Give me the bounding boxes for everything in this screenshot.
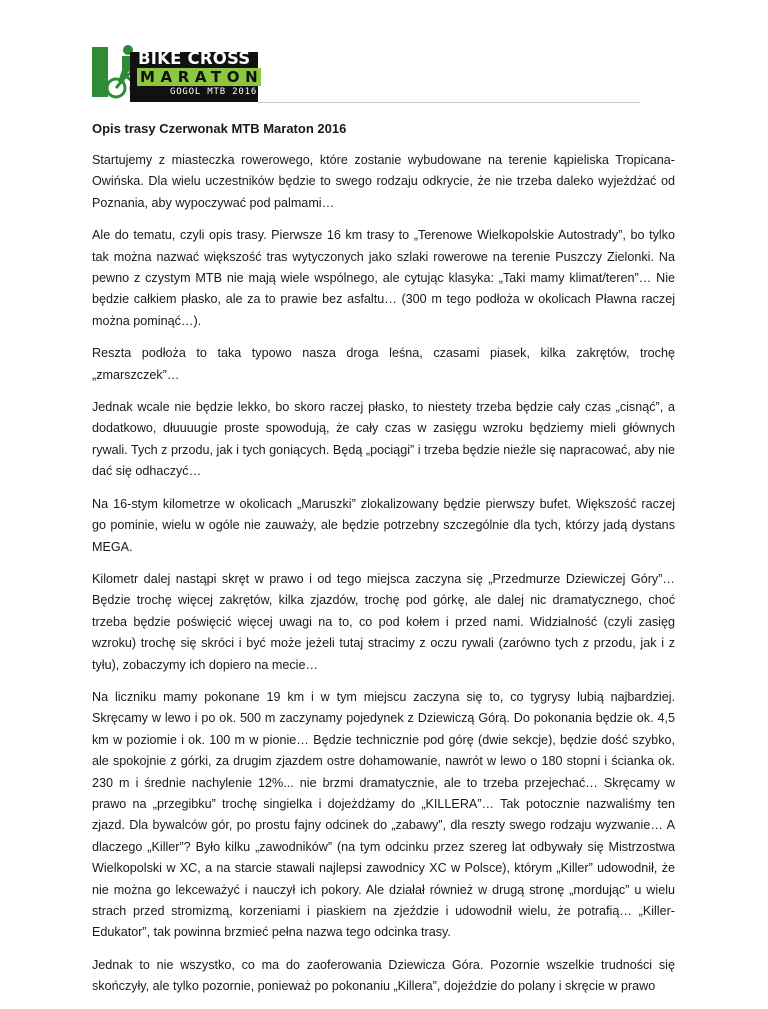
logo-title-line1: BIKE CROSS — [138, 49, 251, 68]
paragraph: Kilometr dalej nastąpi skręt w prawo i od tego miejsca zaczyna się „Przedmurze Dziewiczej Góry”… Będzie trochę więcej zakrętów, kilka zjazdów, trochę pod górkę, ale dalej nic dramatycznego, choć trzeba będzie poświęcić więcej uwagi na to, co pod kołem i przed nami. Widzialność (czyli zasięg wzroku) trochę się skróci i być może jeżeli tutaj stracimy z oczu rywali (zarówno tych z przodu, jak i z tyłu), zobaczymy ich dopiero na mecie… — [92, 571, 675, 672]
document-title: Opis trasy Czerwonak MTB Maraton 2016 — [92, 121, 347, 136]
paragraph: Ale do tematu, czyli opis trasy. Pierwsze 16 km trasy to „Terenowe Wielkopolskie Autostrady”, bo tylko tak można nazwać większość tras wytyczonych jako szlaki rowerowe na terenie Puszczy Zielonki. Na pewno z czystym MTB nie mają wiele wspólnego, ale cytując klasyka: „Taki mamy klimat/teren”… Nie będzie całkiem płasko, ale za to prawie bez asfaltu… (300 m tego podłoża w okolicach Pławna raczej można pominąć…). — [92, 228, 675, 328]
logo-subtitle: GOGOL MTB 2016 — [170, 87, 258, 97]
document-body — [92, 118, 675, 1009]
paragraph: Jednak to nie wszystko, co ma do zaoferowania Dziewicza Góra. Pozornie wszelkie trudności się skończyły, ale tylko pozornie, ponieważ po pokonaniu „Killera”, dojeździe do polany i skręcie w prawo — [92, 957, 675, 994]
logo-title-line2: MARATON — [140, 68, 264, 86]
paragraph: Jednak wcale nie będzie lekko, bo skoro raczej płasko, to niestety trzeba będzie cały czas „cisnąć”, a dodatkowo, dłuuuugie proste spowodują, że cały czas w zasięgu wzroku będziemy mieli głównych rywali. Tych z przodu, jak i tych goniących. Będą „pociągi” i trzeba będzie nieźle się napracować, aby nie dać się odhaczyć… — [92, 400, 675, 479]
bike-cross-maraton-logo — [92, 40, 262, 102]
header-divider — [258, 102, 640, 103]
logo-title-line2-band — [137, 68, 264, 86]
paragraph: Reszta podłoża to taka typowo nasza droga leśna, czasami piasek, kilka zakrętów, trochę „zmarszczek”… — [92, 346, 675, 382]
paragraph: Na liczniku mamy pokonane 19 km i w tym miejscu zaczyna się to, co tygrysy lubią najbardziej. Skręcamy w lewo i po ok. 500 m zaczynamy pojedynek z Dziewiczą Górą. Do pokonania będzie ok. 4,5 km w poziomie i ok. 100 m w pionie… Będzie technicznie pod górę (dwie sekcje), będzie dość szybko, ale spokojnie z górki, za drugim zjazdem ostre dohamowanie, nawrót w lewo o 180 stopni i ścianka ok. 230 m i średnie nachylenie 12%... nie brzmi dramatycznie, ale to trzeba przejechać… Skręcamy w prawo na „przegibku” trochę singielka i dojeżdżamy do „KILLERA”… Tak potocznie nazwaliśmy ten zjazd. Dla bywalców gór, po prostu fajny odcinek do „zabawy”, dla reszty swego rodzaju wyzwanie… A dlaczego „Killer”? Było kilku „zawodników” (na tym odcinku przez szereg lat odbywały się Mistrzostwa Wielkopolski w XC, a na starcie stawali najlepsi zawodnicy XC w Polsce), którym „Killer” udowodnił, że nie można go lekceważyć i nauczył ich pokory. Ale działał również w drugą stronę „mordując” u wielu strach przed stromizmą, korzeniami i piaskiem na zjeździe i udowodnił wielu, że potrafią… „Killer-Edukator”, tak powinna brzmieć pełna nazwa tego odcinka trasy. — [92, 689, 675, 940]
paragraph: Na 16-stym kilometrze w okolicach „Maruszki” zlokalizowany będzie pierwszy bufet. Większość raczej go pominie, wielu w ogóle nie zauważy, ale będzie potrzebny szczególnie dla tych, którzy jadą dystans MEGA. — [92, 496, 675, 554]
paragraph: Startujemy z miasteczka rowerowego, które zostanie wybudowane na terenie kąpieliska Tropicana-Owińska. Dla wielu uczestników będzie to swego rodzaju odkrycie, że nie trzeba daleko wyjeżdżać od Poznania, aby wypoczywać pod palmami… — [92, 153, 675, 210]
